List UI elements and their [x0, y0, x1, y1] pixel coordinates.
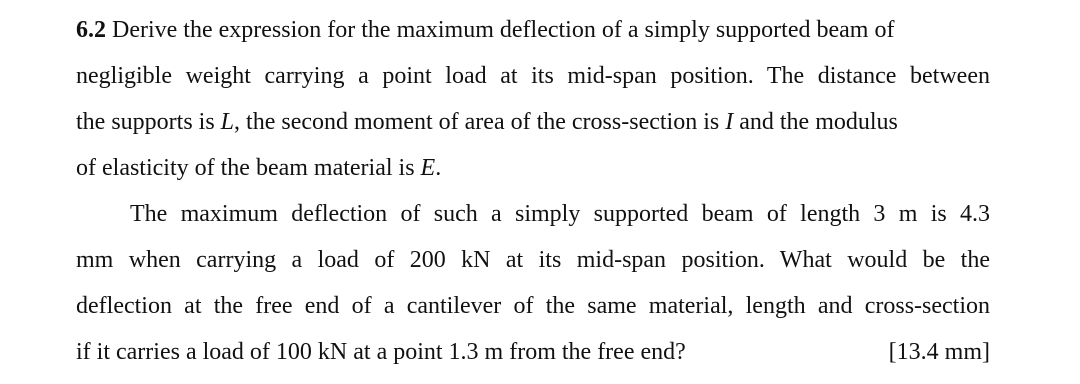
- problem-line-8: if it carries a load of 100 kN at a point 1.3 m from the free end?: [76, 339, 686, 365]
- problem-line-3-text-c: and the modulus: [733, 109, 898, 135]
- answer-label: [13.4 mm]: [888, 339, 990, 365]
- problem-line-1-text: Derive the expression for the maximum deflection of a simply supported beam of: [106, 17, 895, 43]
- problem-line-4: [76, 154, 990, 182]
- problem-line-1: [76, 16, 990, 44]
- problem-line-7: deflection at the free end of a cantilever of the same material, length and cross-section: [76, 293, 990, 319]
- problem-line-2: negligible weight carrying a point load at its mid-span position. The distance between: [76, 63, 990, 89]
- problem-line-6: mm when carrying a load of 200 kN at its mid-span position. What would be the: [76, 247, 990, 273]
- problem-line-3: [76, 108, 990, 136]
- variable-I: I: [725, 109, 734, 135]
- variable-E: E: [420, 155, 436, 181]
- problem-number: 6.2: [76, 17, 106, 43]
- problem-line-5: The maximum deflection of such a simply supported beam of length 3 m is 4.3: [130, 201, 990, 227]
- problem-line-3-text-a: the supports is: [76, 109, 221, 135]
- variable-L: L: [220, 109, 235, 135]
- problem-line-3-text-b: , the second moment of area of the cross-section is: [234, 109, 726, 135]
- problem-line-4-text-b: .: [435, 155, 442, 181]
- problem-line-4-text-a: of elasticity of the beam material is: [76, 155, 421, 181]
